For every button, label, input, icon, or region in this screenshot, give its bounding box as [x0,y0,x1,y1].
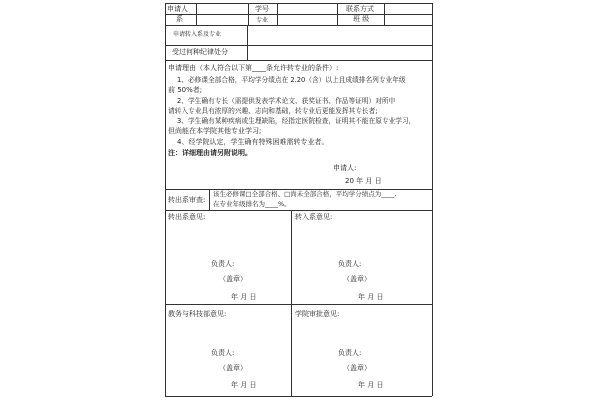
in-dept-date: 年 月 日 [358,293,384,301]
rule-c5 [384,3,385,25]
student-id-label: 学号 [255,5,269,13]
rule-review-bottom [165,210,432,211]
college-leader: 负责人: [338,349,362,357]
out-dept-title: 转出系意见: [168,213,206,221]
out-dept-leader: 负责人: [211,260,235,268]
college-title: 学院审批意见: [295,310,340,318]
class-label: 班 级 [353,15,370,23]
reason-item3-line1: 3、学生确有某种疾病或生理缺陷，经指定医院检查，证明其不能在原专业学习， [177,117,416,125]
rule-center [291,210,292,396]
reason-item4: 4、经学院认定，学生确有特殊困难需转专业者。 [177,138,329,146]
rule-row2 [165,25,432,26]
college-date: 年 月 日 [358,381,384,389]
review-label: 转出系审查: [168,196,206,204]
rule-c2 [248,3,249,25]
academic-title: 教务与科技部意见: [168,310,227,318]
rule-row4 [165,60,432,61]
rule-label-col [247,25,248,60]
major-label: 专业 [256,17,269,24]
contact-label: 联系方式 [346,5,374,13]
rule-row3 [165,45,432,46]
in-dept-leader: 负责人: [338,260,362,268]
dept-label: 系 [176,15,183,23]
reason-item1-line1: 1、必修课全部合格，平均学分绩点在 2.20（含）以上且成绩排名列专业年级 [177,76,406,84]
rule-left [165,3,166,396]
rule-c4 [337,3,338,25]
target-major-label: 申请转入系及专业 [173,31,222,38]
reason-item2-line2: 请转入专业具有浓厚的兴趣、志向和基础，转专业后更能发挥其专长者; [168,107,378,115]
out-dept-date: 年 月 日 [231,293,257,301]
rule-bottom [165,396,432,397]
applicant-date: 20 年 月 日 [345,177,382,185]
reason-note: 注：详细理由请另附说明。 [168,149,252,157]
academic-seal: （盖章） [219,364,247,372]
reason-item2-line1: 2、学生确有专长（需提供发表学术论文、获奖证书、作品等证明）对所申 [177,97,396,105]
rule-mid [165,304,432,305]
reason-item3-line2: 但尚能在本学院其他专业学习; [168,127,262,135]
discipline-label: 受过何种纪律处分 [172,48,228,56]
academic-leader: 负责人: [211,349,235,357]
rule-right [432,3,433,396]
reason-item1-line2: 前 50%者; [168,86,203,94]
out-dept-seal: （盖章） [219,275,247,283]
academic-date: 年 月 日 [231,381,257,389]
rule-top [165,3,432,4]
in-dept-title: 转入系意见: [295,213,333,221]
college-seal: （盖章） [343,364,371,372]
rule-row1 [165,14,432,15]
rule-c3 [277,3,278,25]
review-line2: 在专业年级排名为____%。 [213,200,291,208]
applicant-signature-label: 申请人: [333,164,357,172]
rule-c1 [196,3,197,25]
applicant-label: 申请人 [167,5,188,13]
in-dept-seal: （盖章） [343,275,371,283]
reason-intro: 申请理由（本人符合以下第____条允许转专业的条件）: [168,64,339,72]
review-line1: 该生必修课□全部合格、□尚未全部合格，平均学分绩点为____, [213,190,397,198]
rule-review-col [209,189,210,210]
